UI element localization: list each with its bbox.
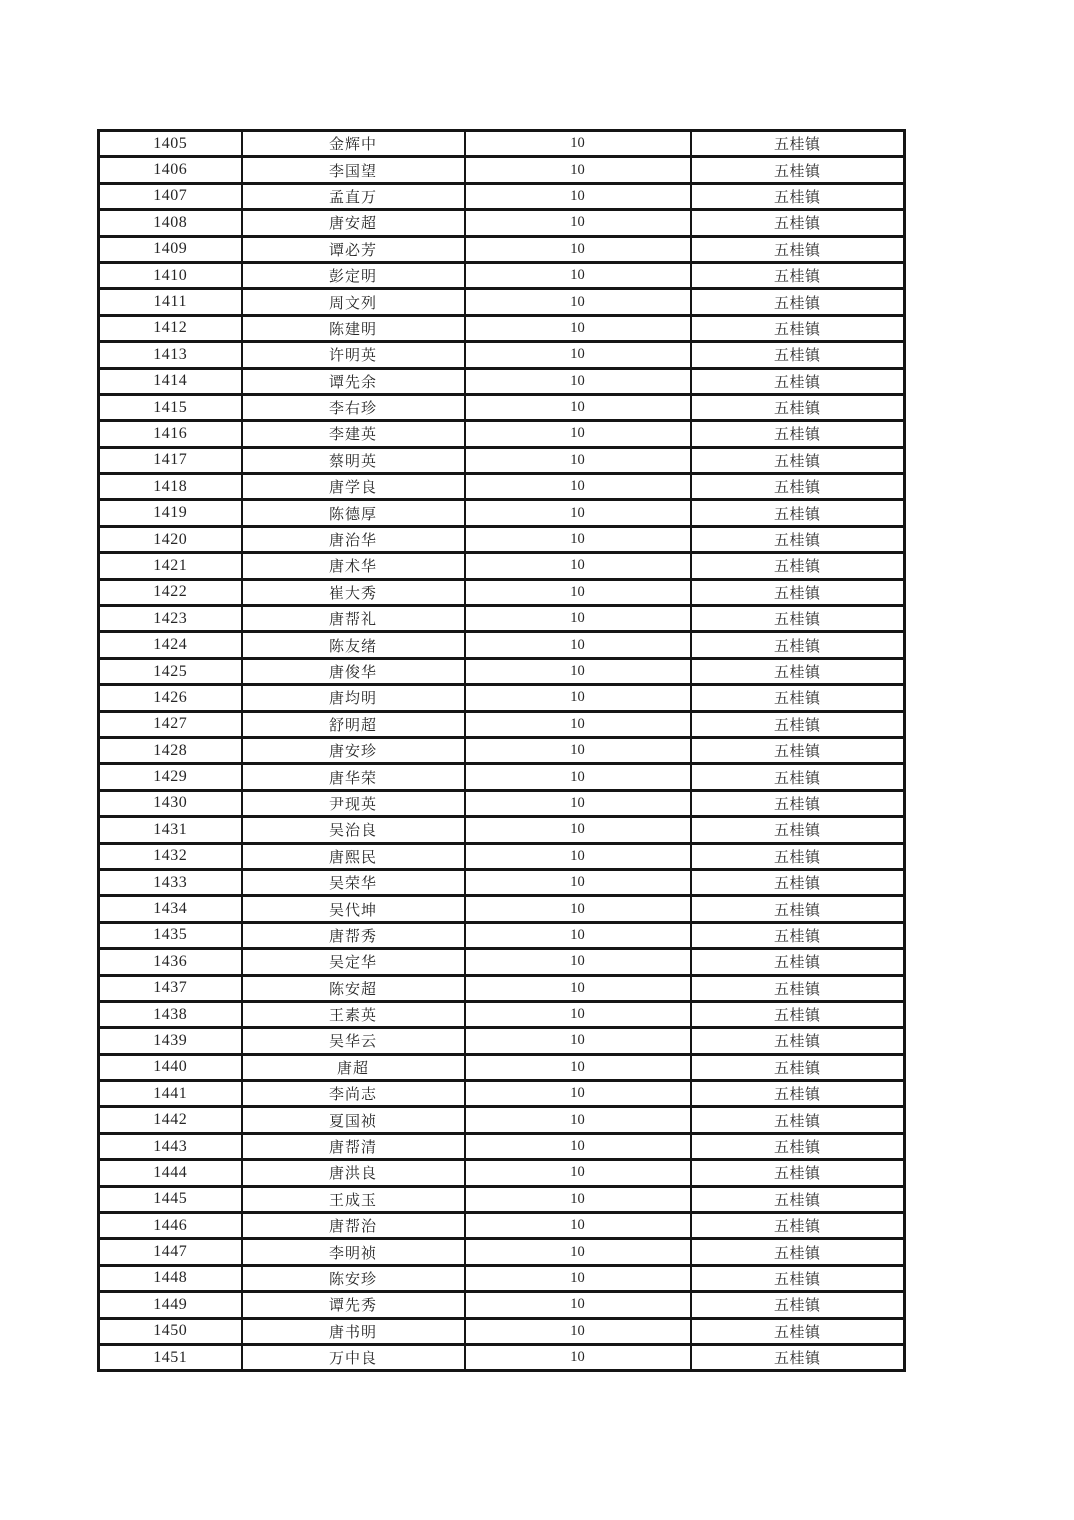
cell-amount: 10 xyxy=(465,500,691,526)
cell-person-name: 谭先秀 xyxy=(242,1292,465,1318)
cell-row-id: 1418 xyxy=(99,474,242,500)
cell-town: 五桂镇 xyxy=(691,790,905,816)
table-row xyxy=(99,790,905,816)
cell-row-id: 1406 xyxy=(99,157,242,183)
cell-town: 五桂镇 xyxy=(691,1292,905,1318)
cell-row-id: 1429 xyxy=(99,764,242,790)
roster-table-body xyxy=(99,131,905,1371)
table-row xyxy=(99,289,905,315)
cell-person-name: 彭定明 xyxy=(242,262,465,288)
cell-person-name: 王素英 xyxy=(242,1001,465,1027)
cell-row-id: 1410 xyxy=(99,262,242,288)
cell-town: 五桂镇 xyxy=(691,210,905,236)
cell-town: 五桂镇 xyxy=(691,1054,905,1080)
cell-amount: 10 xyxy=(465,368,691,394)
cell-town: 五桂镇 xyxy=(691,157,905,183)
cell-row-id: 1443 xyxy=(99,1133,242,1159)
table-row xyxy=(99,658,905,684)
cell-town: 五桂镇 xyxy=(691,421,905,447)
cell-person-name: 李建英 xyxy=(242,421,465,447)
cell-amount: 10 xyxy=(465,975,691,1001)
cell-row-id: 1442 xyxy=(99,1107,242,1133)
cell-town: 五桂镇 xyxy=(691,1344,905,1370)
cell-row-id: 1408 xyxy=(99,210,242,236)
table-row xyxy=(99,922,905,948)
table-row xyxy=(99,1292,905,1318)
cell-person-name: 尹现英 xyxy=(242,790,465,816)
cell-person-name: 李尚志 xyxy=(242,1081,465,1107)
cell-town: 五桂镇 xyxy=(691,1186,905,1212)
cell-amount: 10 xyxy=(465,1292,691,1318)
cell-amount: 10 xyxy=(465,1001,691,1027)
cell-town: 五桂镇 xyxy=(691,500,905,526)
cell-row-id: 1435 xyxy=(99,922,242,948)
cell-town: 五桂镇 xyxy=(691,606,905,632)
table-row xyxy=(99,1265,905,1291)
table-row xyxy=(99,421,905,447)
cell-person-name: 唐帮秀 xyxy=(242,922,465,948)
cell-person-name: 吴荣华 xyxy=(242,869,465,895)
cell-town: 五桂镇 xyxy=(691,131,905,157)
cell-row-id: 1437 xyxy=(99,975,242,1001)
cell-row-id: 1441 xyxy=(99,1081,242,1107)
cell-person-name: 唐安珍 xyxy=(242,737,465,763)
cell-amount: 10 xyxy=(465,817,691,843)
cell-town: 五桂镇 xyxy=(691,975,905,1001)
cell-amount: 10 xyxy=(465,474,691,500)
cell-town: 五桂镇 xyxy=(691,1028,905,1054)
cell-town: 五桂镇 xyxy=(691,949,905,975)
cell-amount: 10 xyxy=(465,1344,691,1370)
cell-person-name: 舒明超 xyxy=(242,711,465,737)
cell-town: 五桂镇 xyxy=(691,1001,905,1027)
cell-person-name: 陈安珍 xyxy=(242,1265,465,1291)
cell-person-name: 唐书明 xyxy=(242,1318,465,1344)
cell-person-name: 陈德厚 xyxy=(242,500,465,526)
cell-town: 五桂镇 xyxy=(691,236,905,262)
table-row xyxy=(99,474,905,500)
table-row xyxy=(99,975,905,1001)
cell-town: 五桂镇 xyxy=(691,1265,905,1291)
cell-person-name: 吴定华 xyxy=(242,949,465,975)
cell-row-id: 1425 xyxy=(99,658,242,684)
table-row xyxy=(99,869,905,895)
cell-amount: 10 xyxy=(465,1107,691,1133)
cell-town: 五桂镇 xyxy=(691,447,905,473)
cell-person-name: 谭先余 xyxy=(242,368,465,394)
table-row xyxy=(99,210,905,236)
cell-row-id: 1413 xyxy=(99,342,242,368)
cell-town: 五桂镇 xyxy=(691,394,905,420)
cell-person-name: 许明英 xyxy=(242,342,465,368)
table-row xyxy=(99,1318,905,1344)
table-row xyxy=(99,764,905,790)
table-row xyxy=(99,737,905,763)
cell-person-name: 崔大秀 xyxy=(242,579,465,605)
cell-person-name: 唐超 xyxy=(242,1054,465,1080)
cell-town: 五桂镇 xyxy=(691,1133,905,1159)
cell-amount: 10 xyxy=(465,1081,691,1107)
table-row xyxy=(99,236,905,262)
cell-amount: 10 xyxy=(465,1186,691,1212)
cell-row-id: 1450 xyxy=(99,1318,242,1344)
cell-town: 五桂镇 xyxy=(691,474,905,500)
cell-row-id: 1426 xyxy=(99,685,242,711)
table-row xyxy=(99,526,905,552)
cell-person-name: 唐安超 xyxy=(242,210,465,236)
cell-amount: 10 xyxy=(465,131,691,157)
cell-town: 五桂镇 xyxy=(691,262,905,288)
table-row xyxy=(99,579,905,605)
cell-amount: 10 xyxy=(465,342,691,368)
cell-row-id: 1424 xyxy=(99,632,242,658)
cell-person-name: 唐治华 xyxy=(242,526,465,552)
cell-town: 五桂镇 xyxy=(691,342,905,368)
cell-person-name: 孟直万 xyxy=(242,183,465,209)
cell-town: 五桂镇 xyxy=(691,632,905,658)
table-row xyxy=(99,1107,905,1133)
cell-row-id: 1449 xyxy=(99,1292,242,1318)
cell-row-id: 1430 xyxy=(99,790,242,816)
cell-person-name: 唐华荣 xyxy=(242,764,465,790)
table-row xyxy=(99,1054,905,1080)
table-row xyxy=(99,1001,905,1027)
cell-amount: 10 xyxy=(465,1265,691,1291)
cell-amount: 10 xyxy=(465,1028,691,1054)
cell-person-name: 唐洪良 xyxy=(242,1160,465,1186)
cell-town: 五桂镇 xyxy=(691,896,905,922)
cell-row-id: 1445 xyxy=(99,1186,242,1212)
cell-person-name: 万中良 xyxy=(242,1344,465,1370)
cell-town: 五桂镇 xyxy=(691,869,905,895)
cell-amount: 10 xyxy=(465,447,691,473)
cell-person-name: 吴华云 xyxy=(242,1028,465,1054)
cell-row-id: 1409 xyxy=(99,236,242,262)
table-row xyxy=(99,1213,905,1239)
cell-amount: 10 xyxy=(465,949,691,975)
table-row xyxy=(99,394,905,420)
cell-amount: 10 xyxy=(465,579,691,605)
table-row xyxy=(99,447,905,473)
cell-person-name: 吴代坤 xyxy=(242,896,465,922)
cell-town: 五桂镇 xyxy=(691,658,905,684)
cell-person-name: 吴治良 xyxy=(242,817,465,843)
cell-amount: 10 xyxy=(465,922,691,948)
cell-row-id: 1439 xyxy=(99,1028,242,1054)
cell-amount: 10 xyxy=(465,1318,691,1344)
cell-amount: 10 xyxy=(465,1239,691,1265)
cell-town: 五桂镇 xyxy=(691,1318,905,1344)
table-row xyxy=(99,500,905,526)
table-row xyxy=(99,315,905,341)
cell-town: 五桂镇 xyxy=(691,1081,905,1107)
cell-amount: 10 xyxy=(465,843,691,869)
cell-person-name: 唐学良 xyxy=(242,474,465,500)
table-row xyxy=(99,1186,905,1212)
cell-amount: 10 xyxy=(465,658,691,684)
table-row xyxy=(99,606,905,632)
cell-row-id: 1432 xyxy=(99,843,242,869)
cell-town: 五桂镇 xyxy=(691,737,905,763)
cell-amount: 10 xyxy=(465,711,691,737)
table-row xyxy=(99,157,905,183)
cell-row-id: 1446 xyxy=(99,1213,242,1239)
cell-person-name: 谭必芳 xyxy=(242,236,465,262)
cell-person-name: 唐熙民 xyxy=(242,843,465,869)
cell-amount: 10 xyxy=(465,210,691,236)
cell-row-id: 1422 xyxy=(99,579,242,605)
cell-amount: 10 xyxy=(465,236,691,262)
cell-row-id: 1434 xyxy=(99,896,242,922)
cell-row-id: 1417 xyxy=(99,447,242,473)
cell-amount: 10 xyxy=(465,183,691,209)
cell-person-name: 唐帮清 xyxy=(242,1133,465,1159)
cell-amount: 10 xyxy=(465,289,691,315)
cell-amount: 10 xyxy=(465,632,691,658)
cell-row-id: 1427 xyxy=(99,711,242,737)
cell-row-id: 1447 xyxy=(99,1239,242,1265)
cell-amount: 10 xyxy=(465,896,691,922)
cell-amount: 10 xyxy=(465,421,691,447)
cell-row-id: 1414 xyxy=(99,368,242,394)
table-row xyxy=(99,183,905,209)
cell-row-id: 1433 xyxy=(99,869,242,895)
cell-town: 五桂镇 xyxy=(691,1107,905,1133)
cell-amount: 10 xyxy=(465,764,691,790)
table-row xyxy=(99,685,905,711)
cell-amount: 10 xyxy=(465,1160,691,1186)
table-row xyxy=(99,1239,905,1265)
cell-person-name: 陈建明 xyxy=(242,315,465,341)
cell-row-id: 1419 xyxy=(99,500,242,526)
cell-town: 五桂镇 xyxy=(691,183,905,209)
cell-amount: 10 xyxy=(465,790,691,816)
cell-town: 五桂镇 xyxy=(691,1239,905,1265)
cell-person-name: 李右珍 xyxy=(242,394,465,420)
cell-person-name: 陈友绪 xyxy=(242,632,465,658)
cell-person-name: 唐俊华 xyxy=(242,658,465,684)
cell-town: 五桂镇 xyxy=(691,1160,905,1186)
cell-person-name: 唐均明 xyxy=(242,685,465,711)
cell-town: 五桂镇 xyxy=(691,922,905,948)
cell-person-name: 唐帮礼 xyxy=(242,606,465,632)
cell-row-id: 1415 xyxy=(99,394,242,420)
cell-amount: 10 xyxy=(465,606,691,632)
cell-town: 五桂镇 xyxy=(691,817,905,843)
cell-amount: 10 xyxy=(465,553,691,579)
cell-person-name: 蔡明英 xyxy=(242,447,465,473)
cell-town: 五桂镇 xyxy=(691,843,905,869)
table-row xyxy=(99,1160,905,1186)
cell-row-id: 1438 xyxy=(99,1001,242,1027)
cell-row-id: 1412 xyxy=(99,315,242,341)
table-row xyxy=(99,817,905,843)
table-row xyxy=(99,1344,905,1370)
cell-person-name: 王成玉 xyxy=(242,1186,465,1212)
table-row xyxy=(99,896,905,922)
cell-row-id: 1444 xyxy=(99,1160,242,1186)
cell-row-id: 1405 xyxy=(99,131,242,157)
cell-town: 五桂镇 xyxy=(691,289,905,315)
cell-town: 五桂镇 xyxy=(691,315,905,341)
cell-row-id: 1411 xyxy=(99,289,242,315)
table-row xyxy=(99,342,905,368)
cell-row-id: 1436 xyxy=(99,949,242,975)
cell-amount: 10 xyxy=(465,157,691,183)
cell-amount: 10 xyxy=(465,1213,691,1239)
table-row xyxy=(99,843,905,869)
cell-person-name: 金辉中 xyxy=(242,131,465,157)
cell-town: 五桂镇 xyxy=(691,764,905,790)
cell-person-name: 唐术华 xyxy=(242,553,465,579)
cell-amount: 10 xyxy=(465,685,691,711)
table-row xyxy=(99,131,905,157)
cell-row-id: 1421 xyxy=(99,553,242,579)
cell-person-name: 唐帮治 xyxy=(242,1213,465,1239)
cell-row-id: 1428 xyxy=(99,737,242,763)
table-row xyxy=(99,632,905,658)
cell-amount: 10 xyxy=(465,737,691,763)
cell-town: 五桂镇 xyxy=(691,553,905,579)
cell-person-name: 陈安超 xyxy=(242,975,465,1001)
roster-table xyxy=(97,129,906,1372)
cell-person-name: 夏国祯 xyxy=(242,1107,465,1133)
cell-person-name: 周文列 xyxy=(242,289,465,315)
cell-row-id: 1407 xyxy=(99,183,242,209)
cell-amount: 10 xyxy=(465,394,691,420)
table-row xyxy=(99,1028,905,1054)
table-row xyxy=(99,1081,905,1107)
cell-town: 五桂镇 xyxy=(691,711,905,737)
table-row xyxy=(99,368,905,394)
cell-row-id: 1423 xyxy=(99,606,242,632)
cell-town: 五桂镇 xyxy=(691,526,905,552)
cell-town: 五桂镇 xyxy=(691,685,905,711)
cell-town: 五桂镇 xyxy=(691,1213,905,1239)
table-row xyxy=(99,553,905,579)
cell-row-id: 1451 xyxy=(99,1344,242,1370)
table-row xyxy=(99,1133,905,1159)
cell-town: 五桂镇 xyxy=(691,579,905,605)
cell-town: 五桂镇 xyxy=(691,368,905,394)
table-row xyxy=(99,262,905,288)
cell-amount: 10 xyxy=(465,526,691,552)
cell-amount: 10 xyxy=(465,1133,691,1159)
cell-row-id: 1431 xyxy=(99,817,242,843)
cell-row-id: 1448 xyxy=(99,1265,242,1291)
cell-amount: 10 xyxy=(465,262,691,288)
cell-row-id: 1440 xyxy=(99,1054,242,1080)
table-row xyxy=(99,949,905,975)
cell-person-name: 李明祯 xyxy=(242,1239,465,1265)
cell-row-id: 1420 xyxy=(99,526,242,552)
cell-person-name: 李国望 xyxy=(242,157,465,183)
table-row xyxy=(99,711,905,737)
cell-row-id: 1416 xyxy=(99,421,242,447)
cell-amount: 10 xyxy=(465,1054,691,1080)
cell-amount: 10 xyxy=(465,315,691,341)
cell-amount: 10 xyxy=(465,869,691,895)
